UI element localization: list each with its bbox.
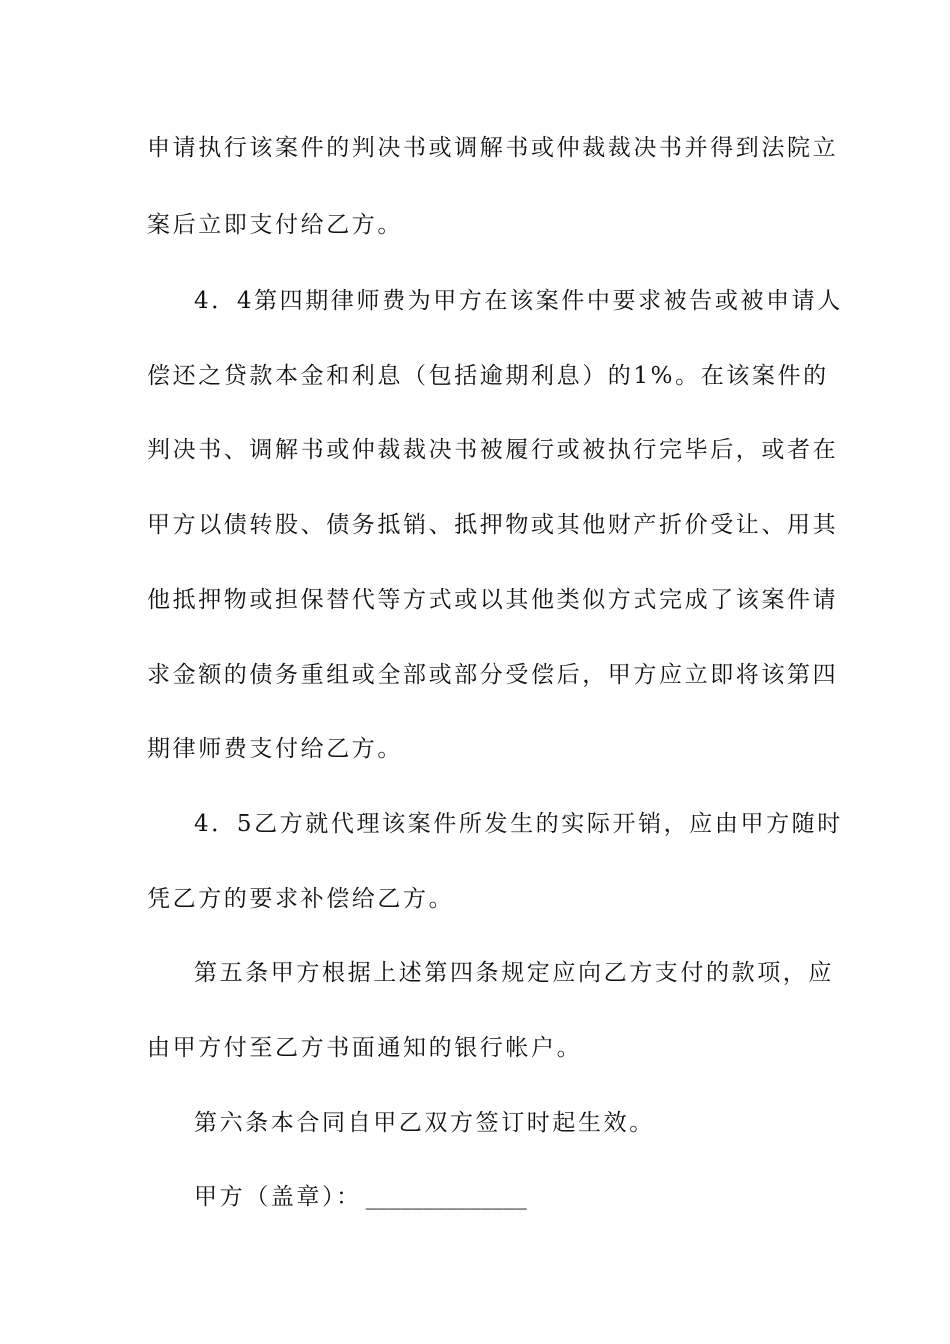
text-line: 案后立即支付给乙方。 (147, 212, 403, 238)
text-line: 求金额的债务重组或全部或部分受偿后，甲方应立即将该第四 (147, 662, 839, 688)
text-line: 判决书、调解书或仲裁裁决书被履行或被执行完毕后，或者在 (147, 437, 839, 463)
signature-blank: ______________ (365, 1184, 527, 1210)
signature-label: 甲方（盖章）： (194, 1184, 362, 1210)
text-line: 4．4第四期律师费为甲方在该案件中要求被告或被申请人 (194, 288, 843, 314)
signature-line (194, 1177, 854, 1217)
text-line: 申请执行该案件的判决书或调解书或仲裁裁决书并得到法院立 (147, 135, 839, 161)
text-line: 第五条甲方根据上述第四条规定应向乙方支付的款项，应 (194, 960, 834, 986)
text-line: 4．5乙方就代理该案件所发生的实际开销，应由甲方随时 (194, 811, 843, 837)
text-line: 由甲方付至乙方书面通知的银行帐户。 (147, 1035, 583, 1061)
text-line: 他抵押物或担保替代等方式或以其他类似方式完成了该案件请 (147, 587, 839, 613)
text-line: 期律师费支付给乙方。 (147, 736, 403, 762)
text-line: 凭乙方的要求补偿给乙方。 (147, 886, 455, 912)
text-line: 甲方以债转股、债务抵销、抵押物或其他财产折价受让、用其 (147, 512, 839, 538)
text-line: 第六条本合同自甲乙双方签订时起生效。 (194, 1110, 655, 1136)
text-line: 偿还之贷款本金和利息（包括逾期利息）的1%。在该案件的 (147, 363, 829, 389)
